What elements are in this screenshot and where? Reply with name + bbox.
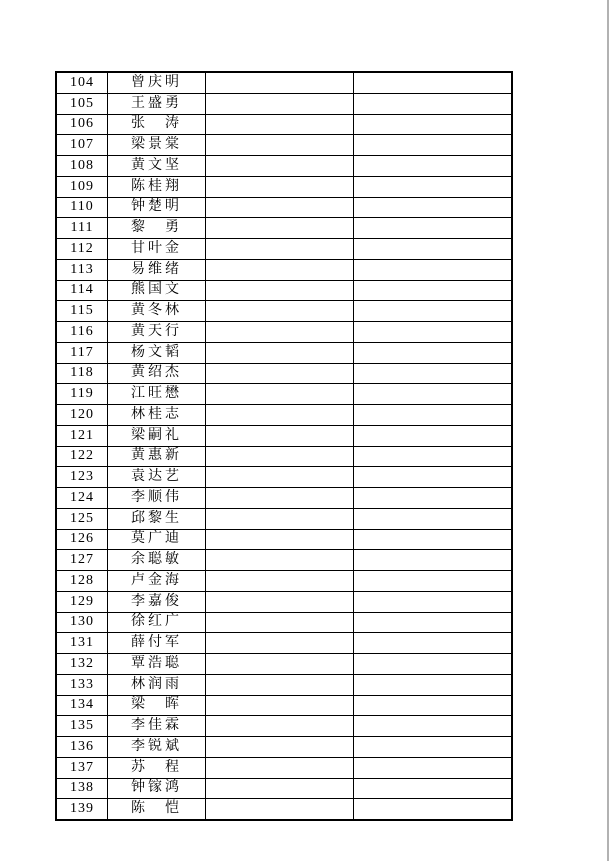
page-edge-line — [607, 0, 609, 861]
empty-cell-1 — [206, 239, 354, 260]
name-cell: 甘叶金 — [108, 239, 206, 260]
empty-cell-1 — [206, 529, 354, 550]
empty-cell-1 — [206, 695, 354, 716]
row-number-cell: 120 — [56, 405, 108, 426]
empty-cell-2 — [354, 342, 513, 363]
empty-cell-2 — [354, 674, 513, 695]
name-cell: 林桂志 — [108, 405, 206, 426]
table-row — [56, 197, 512, 218]
row-number-cell: 128 — [56, 571, 108, 592]
row-number-cell: 115 — [56, 301, 108, 322]
empty-cell-2 — [354, 633, 513, 654]
empty-cell-1 — [206, 612, 354, 633]
empty-cell-2 — [354, 322, 513, 343]
table-row — [56, 239, 512, 260]
empty-cell-2 — [354, 612, 513, 633]
row-number-cell: 112 — [56, 239, 108, 260]
row-number-cell: 132 — [56, 654, 108, 675]
table-row — [56, 384, 512, 405]
empty-cell-2 — [354, 778, 513, 799]
empty-cell-2 — [354, 259, 513, 280]
row-number-cell: 107 — [56, 135, 108, 156]
empty-cell-2 — [354, 529, 513, 550]
table-row — [56, 72, 512, 93]
table-row — [56, 654, 512, 675]
row-number-cell: 108 — [56, 156, 108, 177]
empty-cell-2 — [354, 239, 513, 260]
row-number-cell: 125 — [56, 508, 108, 529]
row-number-cell: 111 — [56, 218, 108, 239]
empty-cell-1 — [206, 322, 354, 343]
row-number-cell: 106 — [56, 114, 108, 135]
empty-cell-2 — [354, 72, 513, 93]
empty-cell-2 — [354, 571, 513, 592]
empty-cell-1 — [206, 550, 354, 571]
empty-cell-2 — [354, 654, 513, 675]
row-number-cell: 105 — [56, 93, 108, 114]
row-number-cell: 134 — [56, 695, 108, 716]
table-row — [56, 218, 512, 239]
table-row — [56, 156, 512, 177]
row-number-cell: 116 — [56, 322, 108, 343]
table-row — [56, 259, 512, 280]
roster-table-body — [56, 72, 512, 820]
empty-cell-1 — [206, 716, 354, 737]
empty-cell-2 — [354, 550, 513, 571]
empty-cell-2 — [354, 384, 513, 405]
name-cell: 梁 晖 — [108, 695, 206, 716]
row-number-cell: 117 — [56, 342, 108, 363]
name-cell: 薛付军 — [108, 633, 206, 654]
empty-cell-1 — [206, 218, 354, 239]
table-row — [56, 799, 512, 820]
name-cell: 陈 恺 — [108, 799, 206, 820]
table-row — [56, 363, 512, 384]
name-cell: 林润雨 — [108, 674, 206, 695]
name-cell: 杨文韬 — [108, 342, 206, 363]
empty-cell-1 — [206, 674, 354, 695]
name-cell: 李佳霖 — [108, 716, 206, 737]
table-row — [56, 695, 512, 716]
table-row — [56, 467, 512, 488]
row-number-cell: 129 — [56, 591, 108, 612]
empty-cell-2 — [354, 405, 513, 426]
table-row — [56, 280, 512, 301]
name-cell: 袁达艺 — [108, 467, 206, 488]
row-number-cell: 126 — [56, 529, 108, 550]
name-cell: 钟镓鸿 — [108, 778, 206, 799]
empty-cell-1 — [206, 405, 354, 426]
row-number-cell: 135 — [56, 716, 108, 737]
name-cell: 梁嗣礼 — [108, 425, 206, 446]
row-number-cell: 138 — [56, 778, 108, 799]
row-number-cell: 137 — [56, 757, 108, 778]
name-cell: 黄文坚 — [108, 156, 206, 177]
table-row — [56, 508, 512, 529]
empty-cell-2 — [354, 280, 513, 301]
name-cell: 黄天行 — [108, 322, 206, 343]
empty-cell-2 — [354, 197, 513, 218]
table-row — [56, 488, 512, 509]
empty-cell-1 — [206, 363, 354, 384]
row-number-cell: 124 — [56, 488, 108, 509]
empty-cell-2 — [354, 757, 513, 778]
row-number-cell: 133 — [56, 674, 108, 695]
empty-cell-2 — [354, 508, 513, 529]
empty-cell-2 — [354, 135, 513, 156]
row-number-cell: 104 — [56, 72, 108, 93]
name-cell: 王盛勇 — [108, 93, 206, 114]
row-number-cell: 110 — [56, 197, 108, 218]
name-cell: 黄冬林 — [108, 301, 206, 322]
row-number-cell: 114 — [56, 280, 108, 301]
row-number-cell: 122 — [56, 446, 108, 467]
empty-cell-1 — [206, 508, 354, 529]
empty-cell-1 — [206, 799, 354, 820]
table-row — [56, 550, 512, 571]
table-row — [56, 716, 512, 737]
table-row — [56, 322, 512, 343]
name-cell: 黎 勇 — [108, 218, 206, 239]
table-row — [56, 591, 512, 612]
name-cell: 易维绪 — [108, 259, 206, 280]
empty-cell-2 — [354, 591, 513, 612]
row-number-cell: 109 — [56, 176, 108, 197]
empty-cell-2 — [354, 488, 513, 509]
name-cell: 莫广迪 — [108, 529, 206, 550]
name-cell: 梁景棠 — [108, 135, 206, 156]
empty-cell-1 — [206, 176, 354, 197]
empty-cell-2 — [354, 716, 513, 737]
empty-cell-1 — [206, 259, 354, 280]
empty-cell-1 — [206, 156, 354, 177]
table-row — [56, 633, 512, 654]
row-number-cell: 113 — [56, 259, 108, 280]
empty-cell-1 — [206, 654, 354, 675]
name-cell: 邱黎生 — [108, 508, 206, 529]
empty-cell-1 — [206, 446, 354, 467]
name-cell: 余聪敏 — [108, 550, 206, 571]
name-cell: 李顺伟 — [108, 488, 206, 509]
empty-cell-1 — [206, 425, 354, 446]
table-row — [56, 342, 512, 363]
table-row — [56, 114, 512, 135]
empty-cell-1 — [206, 757, 354, 778]
empty-cell-2 — [354, 156, 513, 177]
empty-cell-2 — [354, 425, 513, 446]
table-row — [56, 778, 512, 799]
empty-cell-1 — [206, 301, 354, 322]
name-cell: 卢金海 — [108, 571, 206, 592]
empty-cell-1 — [206, 114, 354, 135]
name-cell: 江旺懋 — [108, 384, 206, 405]
empty-cell-2 — [354, 737, 513, 758]
name-cell: 李嘉俊 — [108, 591, 206, 612]
empty-cell-2 — [354, 467, 513, 488]
empty-cell-1 — [206, 737, 354, 758]
table-row — [56, 135, 512, 156]
row-number-cell: 130 — [56, 612, 108, 633]
name-cell: 徐红广 — [108, 612, 206, 633]
row-number-cell: 119 — [56, 384, 108, 405]
empty-cell-2 — [354, 695, 513, 716]
row-number-cell: 131 — [56, 633, 108, 654]
table-row — [56, 93, 512, 114]
table-row — [56, 674, 512, 695]
name-cell: 张 涛 — [108, 114, 206, 135]
table-row — [56, 176, 512, 197]
name-cell: 曾庆明 — [108, 72, 206, 93]
empty-cell-2 — [354, 301, 513, 322]
name-cell: 黄绍杰 — [108, 363, 206, 384]
empty-cell-1 — [206, 778, 354, 799]
row-number-cell: 123 — [56, 467, 108, 488]
empty-cell-1 — [206, 591, 354, 612]
empty-cell-2 — [354, 114, 513, 135]
table-row — [56, 612, 512, 633]
empty-cell-1 — [206, 467, 354, 488]
empty-cell-2 — [354, 446, 513, 467]
name-cell: 熊国文 — [108, 280, 206, 301]
table-row — [56, 737, 512, 758]
empty-cell-1 — [206, 384, 354, 405]
name-cell: 苏 程 — [108, 757, 206, 778]
table-row — [56, 425, 512, 446]
row-number-cell: 118 — [56, 363, 108, 384]
empty-cell-1 — [206, 280, 354, 301]
table-row — [56, 446, 512, 467]
row-number-cell: 127 — [56, 550, 108, 571]
empty-cell-2 — [354, 218, 513, 239]
empty-cell-1 — [206, 633, 354, 654]
name-cell: 黄惠新 — [108, 446, 206, 467]
empty-cell-1 — [206, 135, 354, 156]
table-row — [56, 757, 512, 778]
name-cell: 陈桂翔 — [108, 176, 206, 197]
row-number-cell: 136 — [56, 737, 108, 758]
empty-cell-2 — [354, 363, 513, 384]
empty-cell-1 — [206, 571, 354, 592]
table-row — [56, 405, 512, 426]
name-cell: 钟楚明 — [108, 197, 206, 218]
empty-cell-1 — [206, 93, 354, 114]
empty-cell-1 — [206, 197, 354, 218]
roster-table — [55, 71, 513, 821]
empty-cell-1 — [206, 342, 354, 363]
row-number-cell: 121 — [56, 425, 108, 446]
table-row — [56, 301, 512, 322]
name-cell: 覃浩聪 — [108, 654, 206, 675]
empty-cell-2 — [354, 176, 513, 197]
row-number-cell: 139 — [56, 799, 108, 820]
empty-cell-1 — [206, 72, 354, 93]
table-row — [56, 529, 512, 550]
empty-cell-2 — [354, 799, 513, 820]
name-cell: 李锐斌 — [108, 737, 206, 758]
table-row — [56, 571, 512, 592]
empty-cell-1 — [206, 488, 354, 509]
empty-cell-2 — [354, 93, 513, 114]
